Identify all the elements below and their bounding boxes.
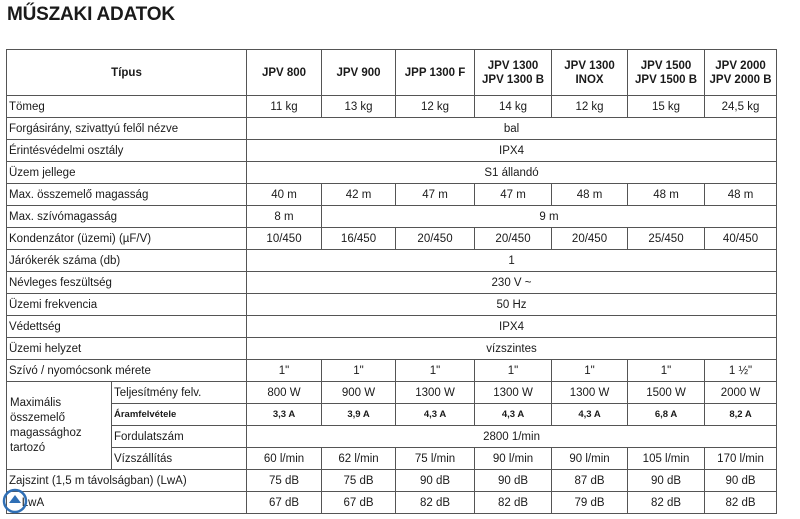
table-cell: 1" xyxy=(628,360,705,382)
table-row xyxy=(7,140,777,162)
table-row xyxy=(7,96,777,118)
row-label: Áramfelvétele xyxy=(112,404,247,426)
table-row xyxy=(7,448,777,470)
table-cell: 67 dB xyxy=(247,492,322,514)
table-cell: 6,8 A xyxy=(628,404,705,426)
table-row xyxy=(7,162,777,184)
table-row xyxy=(7,250,777,272)
table-cell: 13 kg xyxy=(322,96,396,118)
table-cell: 48 m xyxy=(552,184,628,206)
row-label: Üzem jellege xyxy=(7,162,247,184)
row-label: Teljesítmény felv. xyxy=(112,382,247,404)
table-row xyxy=(7,316,777,338)
table-cell: 40/450 xyxy=(705,228,777,250)
table-cell: 1" xyxy=(247,360,322,382)
model-header: JPV 2000 JPV 2000 B xyxy=(705,50,777,96)
table-row xyxy=(7,228,777,250)
table-cell: 20/450 xyxy=(396,228,475,250)
table-cell: 47 m xyxy=(475,184,552,206)
table-cell: 75 dB xyxy=(322,470,396,492)
table-cell: 90 dB xyxy=(396,470,475,492)
row-label: Max. összemelő magasság xyxy=(7,184,247,206)
table-cell: 24,5 kg xyxy=(705,96,777,118)
row-label: Zajszint (1,5 m távolságban) (LwA) xyxy=(7,470,247,492)
table-cell: 87 dB xyxy=(552,470,628,492)
table-cell: 4,3 A xyxy=(396,404,475,426)
table-cell: 1" xyxy=(396,360,475,382)
row-label xyxy=(7,492,247,514)
table-cell: 11 kg xyxy=(247,96,322,118)
table-cell: 16/450 xyxy=(322,228,396,250)
header-row xyxy=(7,50,777,96)
table-cell: 42 m xyxy=(322,184,396,206)
table-cell: IPX4 xyxy=(247,140,777,162)
model-header: JPV 800 xyxy=(247,50,322,96)
table-row xyxy=(7,206,777,228)
table-cell: vízszintes xyxy=(247,338,777,360)
table-cell: 4,3 A xyxy=(475,404,552,426)
table-cell: 2800 1/min xyxy=(247,426,777,448)
row-label: Üzemi frekvencia xyxy=(7,294,247,316)
table-cell: 900 W xyxy=(322,382,396,404)
table-cell: 75 l/min xyxy=(396,448,475,470)
table-cell: 90 l/min xyxy=(552,448,628,470)
table-cell: 47 m xyxy=(396,184,475,206)
table-cell: 1" xyxy=(552,360,628,382)
group-label: Maximális összemelő magassághoz tartozó xyxy=(7,382,112,470)
table-cell: 1300 W xyxy=(396,382,475,404)
lwa-label: LwA xyxy=(21,496,45,509)
spec-table xyxy=(6,49,777,514)
table-cell: 48 m xyxy=(705,184,777,206)
table-row xyxy=(7,184,777,206)
table-cell: 82 dB xyxy=(628,492,705,514)
table-cell: 15 kg xyxy=(628,96,705,118)
table-row xyxy=(7,492,777,514)
table-row xyxy=(7,272,777,294)
table-row xyxy=(7,360,777,382)
model-header: JPP 1300 F xyxy=(396,50,475,96)
table-cell: 4,3 A xyxy=(552,404,628,426)
row-label: Max. szívómagasság xyxy=(7,206,247,228)
table-row xyxy=(7,294,777,316)
table-cell: 67 dB xyxy=(322,492,396,514)
table-cell: 170 l/min xyxy=(705,448,777,470)
table-cell: 1 xyxy=(247,250,777,272)
table-cell: 90 l/min xyxy=(475,448,552,470)
table-cell: 1" xyxy=(475,360,552,382)
table-cell: 82 dB xyxy=(705,492,777,514)
table-cell: 2000 W xyxy=(705,382,777,404)
table-row xyxy=(7,404,777,426)
table-cell: 1300 W xyxy=(475,382,552,404)
table-cell: 10/450 xyxy=(247,228,322,250)
page-title: MŰSZAKI ADATOK xyxy=(7,4,175,25)
row-label: Szívó / nyomócsonk mérete xyxy=(7,360,247,382)
table-cell: 48 m xyxy=(628,184,705,206)
table-cell: 62 l/min xyxy=(322,448,396,470)
table-cell: 9 m xyxy=(322,206,777,228)
table-cell: 8,2 A xyxy=(705,404,777,426)
table-cell: 82 dB xyxy=(396,492,475,514)
table-cell: 20/450 xyxy=(552,228,628,250)
table-cell: 79 dB xyxy=(552,492,628,514)
table-cell: 40 m xyxy=(247,184,322,206)
row-label: Érintésvédelmi osztály xyxy=(7,140,247,162)
table-cell: 3,9 A xyxy=(322,404,396,426)
table-cell: 75 dB xyxy=(247,470,322,492)
table-row xyxy=(7,470,777,492)
logo-icon xyxy=(2,488,28,514)
table-cell: 14 kg xyxy=(475,96,552,118)
row-label: Járókerék száma (db) xyxy=(7,250,247,272)
model-header: JPV 1300 INOX xyxy=(552,50,628,96)
row-label: Üzemi helyzet xyxy=(7,338,247,360)
table-row xyxy=(7,426,777,448)
table-cell: 105 l/min xyxy=(628,448,705,470)
table-cell: 20/450 xyxy=(475,228,552,250)
table-cell: 60 l/min xyxy=(247,448,322,470)
row-label: Fordulatszám xyxy=(112,426,247,448)
table-cell: IPX4 xyxy=(247,316,777,338)
row-label: Védettség xyxy=(7,316,247,338)
table-cell: 1300 W xyxy=(552,382,628,404)
table-cell: 25/450 xyxy=(628,228,705,250)
row-label: Névleges feszültség xyxy=(7,272,247,294)
row-label: Kondenzátor (üzemi) (µF/V) xyxy=(7,228,247,250)
table-row xyxy=(7,338,777,360)
model-header: JPV 900 xyxy=(322,50,396,96)
table-cell: bal xyxy=(247,118,777,140)
table-cell: 230 V ~ xyxy=(247,272,777,294)
table-cell: 90 dB xyxy=(628,470,705,492)
table-cell: 90 dB xyxy=(705,470,777,492)
type-header: Típus xyxy=(7,50,247,96)
table-cell: 90 dB xyxy=(475,470,552,492)
row-label: Vízszállítás xyxy=(112,448,247,470)
table-cell: 50 Hz xyxy=(247,294,777,316)
table-cell: 82 dB xyxy=(475,492,552,514)
table-cell: 12 kg xyxy=(396,96,475,118)
row-label: Forgásirány, szivattyú felől nézve xyxy=(7,118,247,140)
table-cell: 8 m xyxy=(247,206,322,228)
model-header: JPV 1500 JPV 1500 B xyxy=(628,50,705,96)
table-cell: S1 állandó xyxy=(247,162,777,184)
table-cell: 800 W xyxy=(247,382,322,404)
table-cell: 1500 W xyxy=(628,382,705,404)
table-cell: 3,3 A xyxy=(247,404,322,426)
model-header: JPV 1300 JPV 1300 B xyxy=(475,50,552,96)
table-cell: 1" xyxy=(322,360,396,382)
table-cell: 12 kg xyxy=(552,96,628,118)
table-row xyxy=(7,382,777,404)
table-row xyxy=(7,118,777,140)
row-label: Tömeg xyxy=(7,96,247,118)
table-cell: 1 ½" xyxy=(705,360,777,382)
